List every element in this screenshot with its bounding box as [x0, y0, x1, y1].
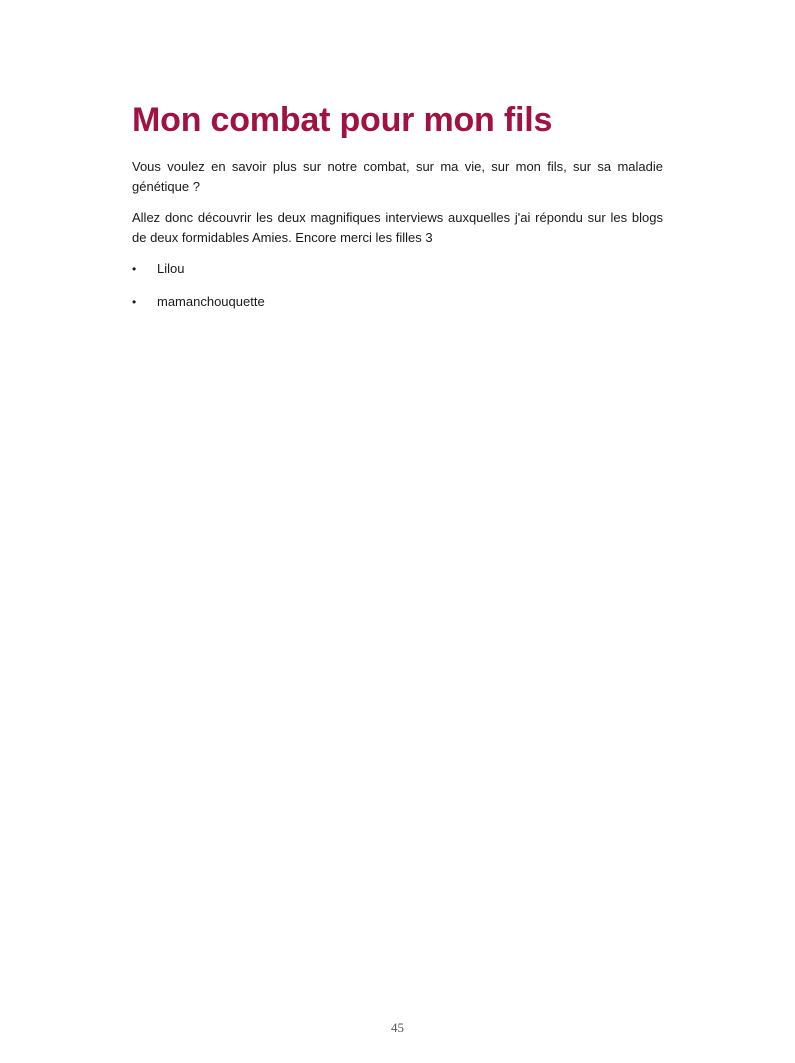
blog-link-lilou[interactable]: Lilou	[157, 261, 185, 276]
bullet-icon: •	[132, 262, 137, 276]
blog-link-mamanchouquette[interactable]: mamanchouquette	[157, 294, 265, 309]
page-content	[132, 98, 663, 325]
page-number: 45	[391, 1020, 404, 1035]
interviews-paragraph: Allez donc découvrir les deux magnifiques interviews auxquelles j'ai répondu sur les blogs de deux formidables Amies. Encore merci les filles 3	[132, 210, 663, 245]
bullet-icon: •	[132, 295, 137, 309]
intro-paragraph: Vous voulez en savoir plus sur notre combat, sur ma vie, sur mon fils, sur sa maladie génétique ?	[132, 159, 663, 194]
list-item	[132, 292, 663, 312]
blog-link-list	[132, 259, 663, 312]
list-item	[132, 259, 663, 279]
page-title: Mon combat pour mon fils	[132, 101, 553, 139]
